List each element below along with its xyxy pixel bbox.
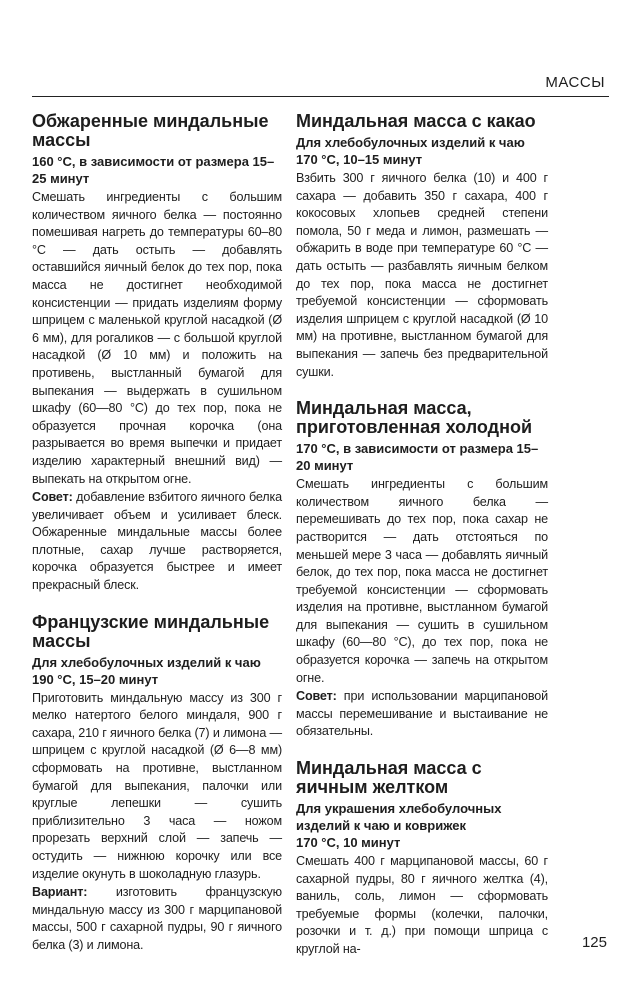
recipe-instructions: Смешать ингредиенты с большим количеством яичного белка — перемешивать до тех пор, пока сахар не растворится — дать отстояться по меньшей мере 3 часа — добавлять яичный белок, до тех пор, пока масса не достигнет требуемой консистенции — сформовать изделия на противне, выстланном бумагой для выпекания — сушить в сушильном шкафу (60—80 °С), до тех пор, пока не образуется корочка — запечь на открытом огне. [296, 477, 548, 685]
recipe-almond-mass-yolk [296, 759, 548, 959]
recipe-baking-info: 170 °С, в зависимости от размера 15–20 минут [296, 441, 539, 474]
recipe-instructions: Приготовить миндальную массу из 300 г мелко натертого белого миндаля, 900 г сахара, 210 г яичного белка (7) и лимона — шприцем с круглой насадкой (Ø 6—8 мм) сформовать на противне, выстланном бумагой для выпекания, палочки или круглые лепешки — сушить приблизительно 3 часа — ножом прорезать верхний слой — запечь — остудить — нижнюю корочку или все изделие окунуть в шоколадную глазурь. [32, 690, 282, 881]
recipe-usage: Для украшения хлебобулочных изделий к чаю и коврижек [296, 801, 502, 834]
left-column [32, 112, 282, 973]
page-number: 125 [581, 934, 607, 951]
tip-label: Совет: [32, 490, 73, 505]
tip-text: добавление взбитого яичного белка увеличивает объем и усиливает блеск. Обжаренные миндальные массы более плотные, сахар лучше растворяется, корочка образуется быстрее и имеет прекрасный блеск. [32, 490, 282, 593]
recipe-cold-almond-mass [296, 399, 548, 741]
recipe-baking-info: 190 °С, 15–20 минут [32, 671, 159, 687]
recipe-title: Миндальная масса с какао [296, 111, 536, 131]
recipe-baking-info: 170 °С, 10–15 минут [296, 152, 423, 167]
recipe-instructions: Взбить 300 г яичного белка (10) и 400 г сахара — добавить 350 г сахара, 400 г кокосовых хлопьев средней степени помола, 50 г меда и лимон, размешать — обжарить в воде при температуре 60 °С — дать остыть — разбавлять яичным белком до тех пор, пока масса не достигнет требуемой консистенции — сформовать изделия шприцем с круглой насадкой (Ø 10 мм) на противне, выстланном бумагой для выпекания — запечь без предварительной сушки. [296, 171, 548, 379]
recipe-roasted-almond-mass [32, 112, 282, 595]
tip-text: при использовании марципановой массы перемешивание и выстаивание не обязательны. [296, 689, 548, 739]
recipe-baking-info: 160 °С, в зависимости от размера 15–25 минут [32, 154, 275, 186]
recipe-instructions: Смешать ингредиенты с большим количеством яичного белка — постоянно помешивая нагреть до температуры 60–80 °С — дать остыть — добавлять оставшийся яичный белок до тех пор, пока масса не достигнет необходимой консистенции — придать изделиям форму шприцем с маленькой круглой насадкой (Ø 6 мм), для рогаликов — с большой круглой насадкой (Ø 10 мм) и положить на противень, выстланный бумагой для выпекания — выдержать в сушильном шкафу (60—80 °С) до тех пор, пока не образуется прочная корочка (она разрывается во время выпечки и придает изделию характерный внешний вид) — выпекать на открытом огне. [32, 190, 282, 486]
recipe-tip [296, 688, 548, 741]
recipe-variant [32, 884, 282, 954]
recipe-almond-mass-cocoa [296, 112, 548, 381]
recipe-title: Французские миндальные массы [32, 611, 270, 651]
recipe-usage: Для хлебобулочных изделий к чаю [296, 135, 525, 150]
recipe-baking-info: 170 °С, 10 минут [296, 835, 401, 851]
recipe-french-almond-mass [32, 613, 282, 955]
recipe-title: Миндальная масса, приготовленная холодной [296, 398, 533, 438]
running-header [32, 72, 609, 97]
section-title: МАССЫ [545, 74, 605, 91]
right-column [296, 112, 548, 977]
tip-label: Совет: [296, 689, 337, 704]
variant-label: Вариант: [32, 885, 88, 900]
recipe-instructions: Смешать 400 г марципановой массы, 60 г сахарной пудры, 80 г яичного желтка (4), ваниль, соль, лимон — сформовать требуемые формы (колечки, палочки, розочки и т. д.) при помощи шприца с круглой на- [296, 854, 548, 956]
recipe-usage: Для хлебобулочных изделий к чаю [32, 654, 261, 670]
recipe-title: Обжаренные миндальные массы [32, 111, 269, 150]
recipe-title: Миндальная масса с яичным желтком [296, 758, 482, 798]
variant-text: изготовить французскую миндальную массу из 300 г марципановой массы, 500 г сахарной пудры, 90 г яичного белка (3) и лимона. [32, 885, 282, 952]
recipe-tip [32, 489, 282, 595]
